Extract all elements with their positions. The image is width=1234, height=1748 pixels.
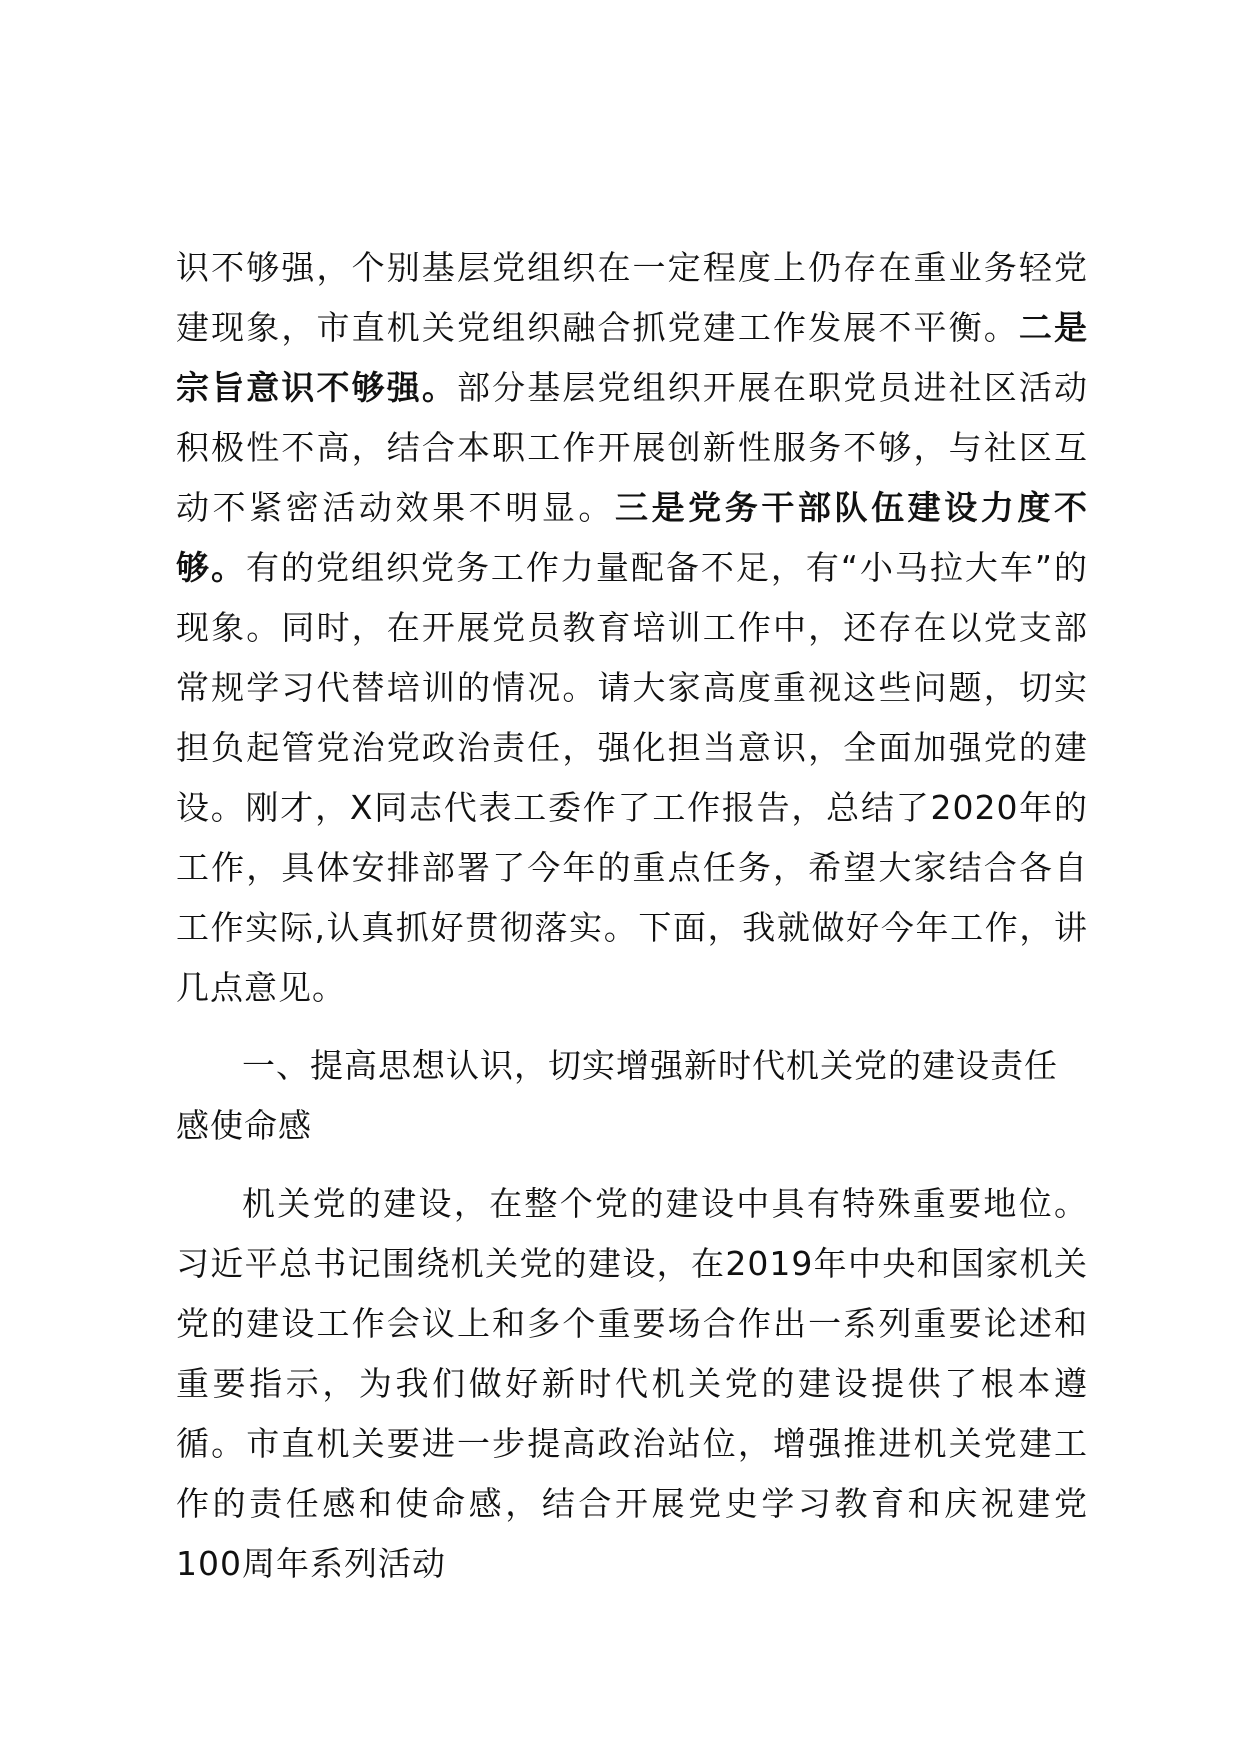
document-body [176,238,1088,1594]
section-heading-one: 一、提高思想认识，切实增强新时代机关党的建设责任感使命感 [176,1046,1058,1145]
bold-point-two: 二是宗旨意识不够强。 [176,308,1089,407]
paragraph-text: 识不够强，个别基层党组织在一定程度上仍存在重业务轻党建现象，市直机关党组织融合抓党建工作发展不平衡。 [176,248,1088,347]
bold-point-three: 三是党务干部队伍建设力度不够。 [176,488,1089,587]
paragraph-section-one: 机关党的建设，在整个党的建设中具有特殊重要地位。习近平总书记围绕机关党的建设，在2019年中央和国家机关党的建设工作会议上和多个重要场合作出一系列重要论述和重要指示，为我们做好新时代机关党的建设提供了根本遵循。市直机关要进一步提高政治站位，增强推进机关党建工作的责任感和使命感，结合开展党史学习教育和庆祝建党100周年系列活动 [176,1184,1088,1583]
paragraph-text: 部分基层党组织开展在职党员进社区活动积极性不高，结合本职工作开展创新性服务不够，与社区互动不紧密活动效果不明显。 [176,368,1089,527]
paragraph-continued [176,238,1088,1018]
paragraph-text: 有的党组织党务工作力量配备不足，有“小马拉大车”的现象。同时，在开展党员教育培训工作中，还存在以党支部常规学习代替培训的情况。请大家高度重视这些问题，切实担负起管党治党政治责任，强化担当意识，全面加强党的建设。刚才，X同志代表工委作了工作报告，总结了2020年的工作，具体安排部署了今年的重点任务，希望大家结合各自工作实际,认真抓好贯彻落实。下面，我就做好今年工作，讲几点意见。 [176,548,1088,1007]
